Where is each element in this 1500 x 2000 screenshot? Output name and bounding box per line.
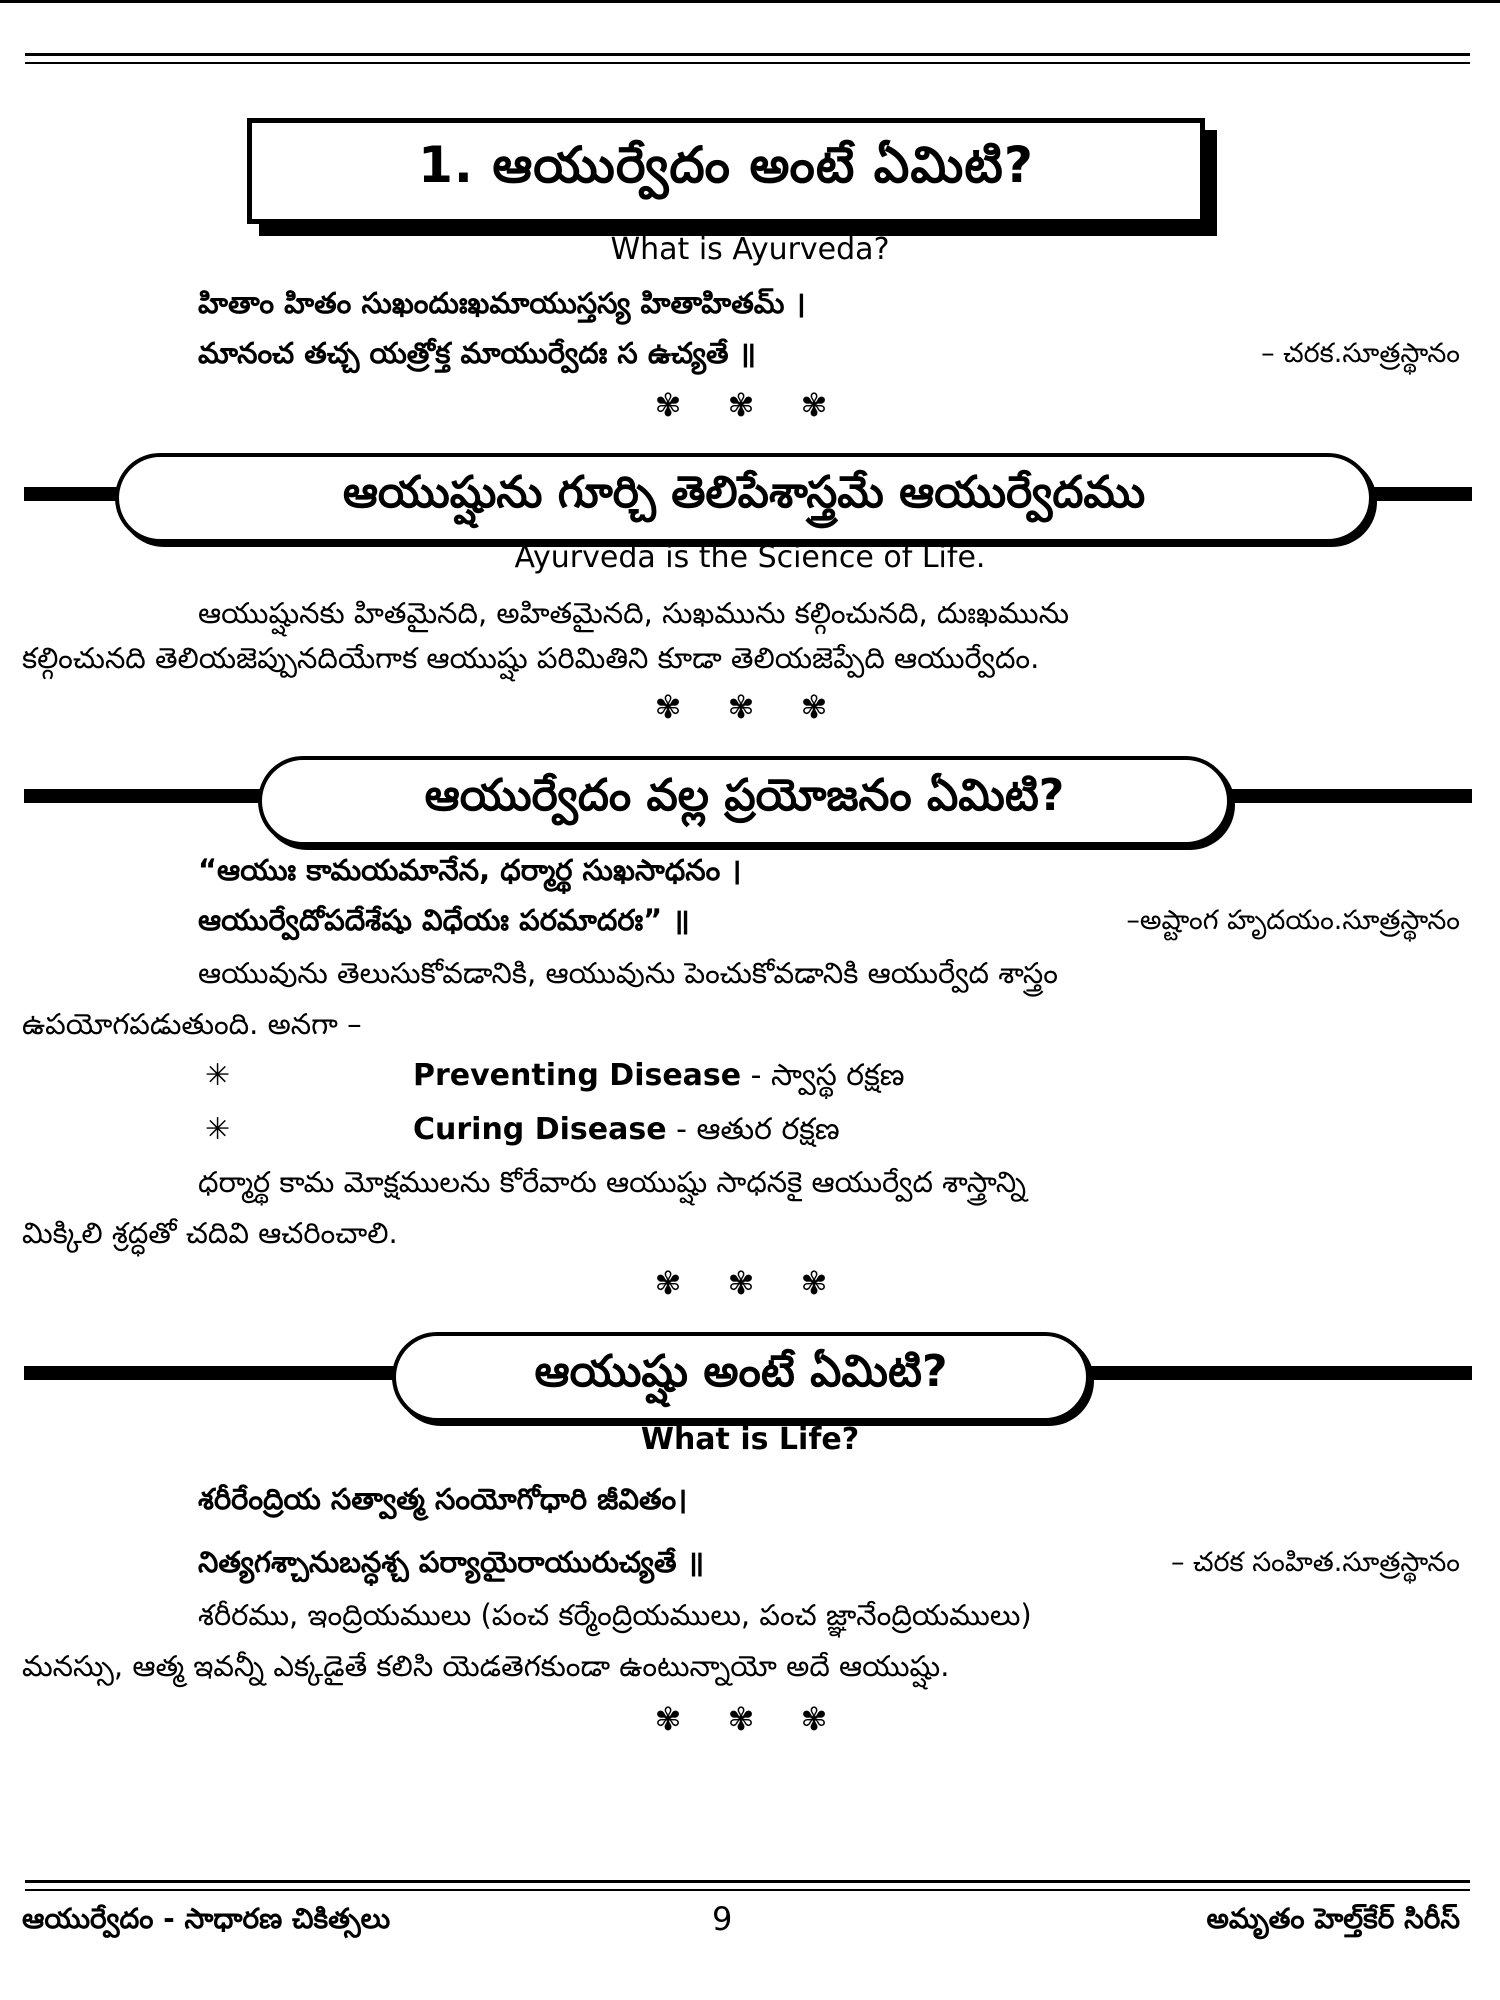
top-edge-rule — [0, 0, 1500, 3]
chapter-title: 1. ఆయుర్వేదం అంటే ఏమిటి? — [418, 135, 1034, 194]
section-divider-stars: ✾ ✾ ✾ — [654, 688, 846, 726]
section1-para-line1: ఆయుష్షునకు హితమైనది, అహితమైనది, సుఖమును కల్గించునది, దుఃఖమును — [198, 596, 1069, 630]
bullet-marker: ✳ — [205, 1112, 231, 1147]
footer-series-name: అమృతం హెల్త్‌కేర్ సిరీస్ — [1206, 1902, 1460, 1935]
section2-verse-source: –అష్టాంగ హృదయం.సూత్రస్థానం — [1126, 905, 1460, 936]
section3-verse-line2: నిత్యగశ్చానుబన్ధశ్చ పర్యాయైరాయురుచ్యతే ॥ — [198, 1545, 705, 1579]
bullet-item-2 — [413, 1112, 840, 1154]
section3-heading-pill — [392, 1332, 1090, 1422]
section-divider-stars: ✾ ✾ ✾ — [654, 1264, 846, 1302]
section2-para2-line1: ధర్మార్థ కామ మోక్షములను కోరేవారు ఆయుష్షు సాధనకై ఆయుర్వేద శాస్త్రాన్ని — [198, 1165, 1027, 1199]
bullet-marker: ✳ — [205, 1058, 231, 1093]
section1-heading-pill — [115, 453, 1373, 543]
footer-book-title: ఆయుర్వేదం - సాధారణ చికిత్సలు — [22, 1902, 391, 1935]
section-divider-stars: ✾ ✾ ✾ — [654, 1700, 846, 1738]
footer-page-number: 9 — [712, 1900, 733, 1938]
section2-para1-line1: ఆయువును తెలుసుకోవడానికి, ఆయువును పెంచుకోవడానికి ఆయుర్వేద శాస్త్రం — [198, 956, 1058, 990]
verse1-line2: మానంచ తచ్చ యత్రోక్త మాయుర్వేదః స ఉచ్యతే ॥ — [198, 336, 757, 370]
section2-para1-line2: ఉపయోగపడుతుంది. అనగా – — [22, 1007, 362, 1041]
bullet-item-2-english: Curing Disease — [413, 1112, 667, 1147]
bullet-item-1-english: Preventing Disease — [413, 1058, 742, 1093]
bullet-item-1-telugu: - స్వాస్థ రక్షణ — [750, 1058, 905, 1093]
section-divider-stars: ✾ ✾ ✾ — [654, 386, 846, 424]
bullet-item-1 — [413, 1058, 905, 1100]
section3-heading: ఆయుష్షు అంటే ఏమిటి? — [534, 1346, 948, 1397]
section3-para-line2: మనస్సు, ఆత్మ ఇవన్నీ ఎక్కడైతే కలిసి యెడతెగకుండా ఉంటున్నాయో అదే ఆయుష్షు. — [22, 1649, 950, 1683]
section1-subtitle: Ayurveda is the Science of Life. — [514, 540, 986, 575]
section3-para-line1: శరీరము, ఇంద్రియములు (పంచ కర్మేంద్రియములు, పంచ జ్ఞానేంద్రియములు) — [198, 1598, 1032, 1632]
section2-para2-line2: మిక్కిలి శ్రద్ధతో చదివి ఆచరించాలి. — [22, 1216, 398, 1250]
title-english: What is Ayurveda? — [610, 232, 890, 267]
section2-verse-line1: “ఆయుః కామయమానేన, ధర్మార్థ సుఖసాధనం । — [198, 853, 742, 887]
footer-double-rule — [25, 1880, 1470, 1891]
section2-verse-line2: ఆయుర్వేదోపదేశేషు విధేయః పరమాదరః” ॥ — [198, 903, 690, 937]
verse1-source: – చరక.సూత్రస్థానం — [1261, 338, 1460, 369]
section2-heading: ఆయుర్వేదం వల్ల ప్రయోజనం ఏమిటి? — [424, 770, 1065, 821]
chapter-title-box — [247, 118, 1205, 224]
section2-heading-pill — [258, 756, 1231, 846]
section3-verse-source: – చరక సంహిత.సూత్రస్థానం — [1170, 1547, 1460, 1578]
verse1-line1: హితాం హితం సుఖందుఃఖమాయుస్తస్య హితాహితమ్ । — [198, 286, 806, 320]
section3-verse-line1: శరీరేంద్రియ సత్వాత్మ సంయోగోధారి జీవితం। — [198, 1482, 688, 1516]
section1-heading: ఆయుష్షును గూర్చి తెలిపేశాస్త్రమే ఆయుర్వేదము — [342, 467, 1146, 518]
section1-para-line2: కల్గించునది తెలియజెప్పునదియేగాక ఆయుష్షు పరిమితిని కూడా తెలియజెప్పేది ఆయుర్వేదం. — [22, 641, 1040, 675]
header-double-rule — [25, 53, 1470, 64]
bullet-item-2-telugu: - ఆతుర రక్షణ — [676, 1112, 840, 1147]
section3-subtitle: What is Life? — [640, 1422, 860, 1457]
